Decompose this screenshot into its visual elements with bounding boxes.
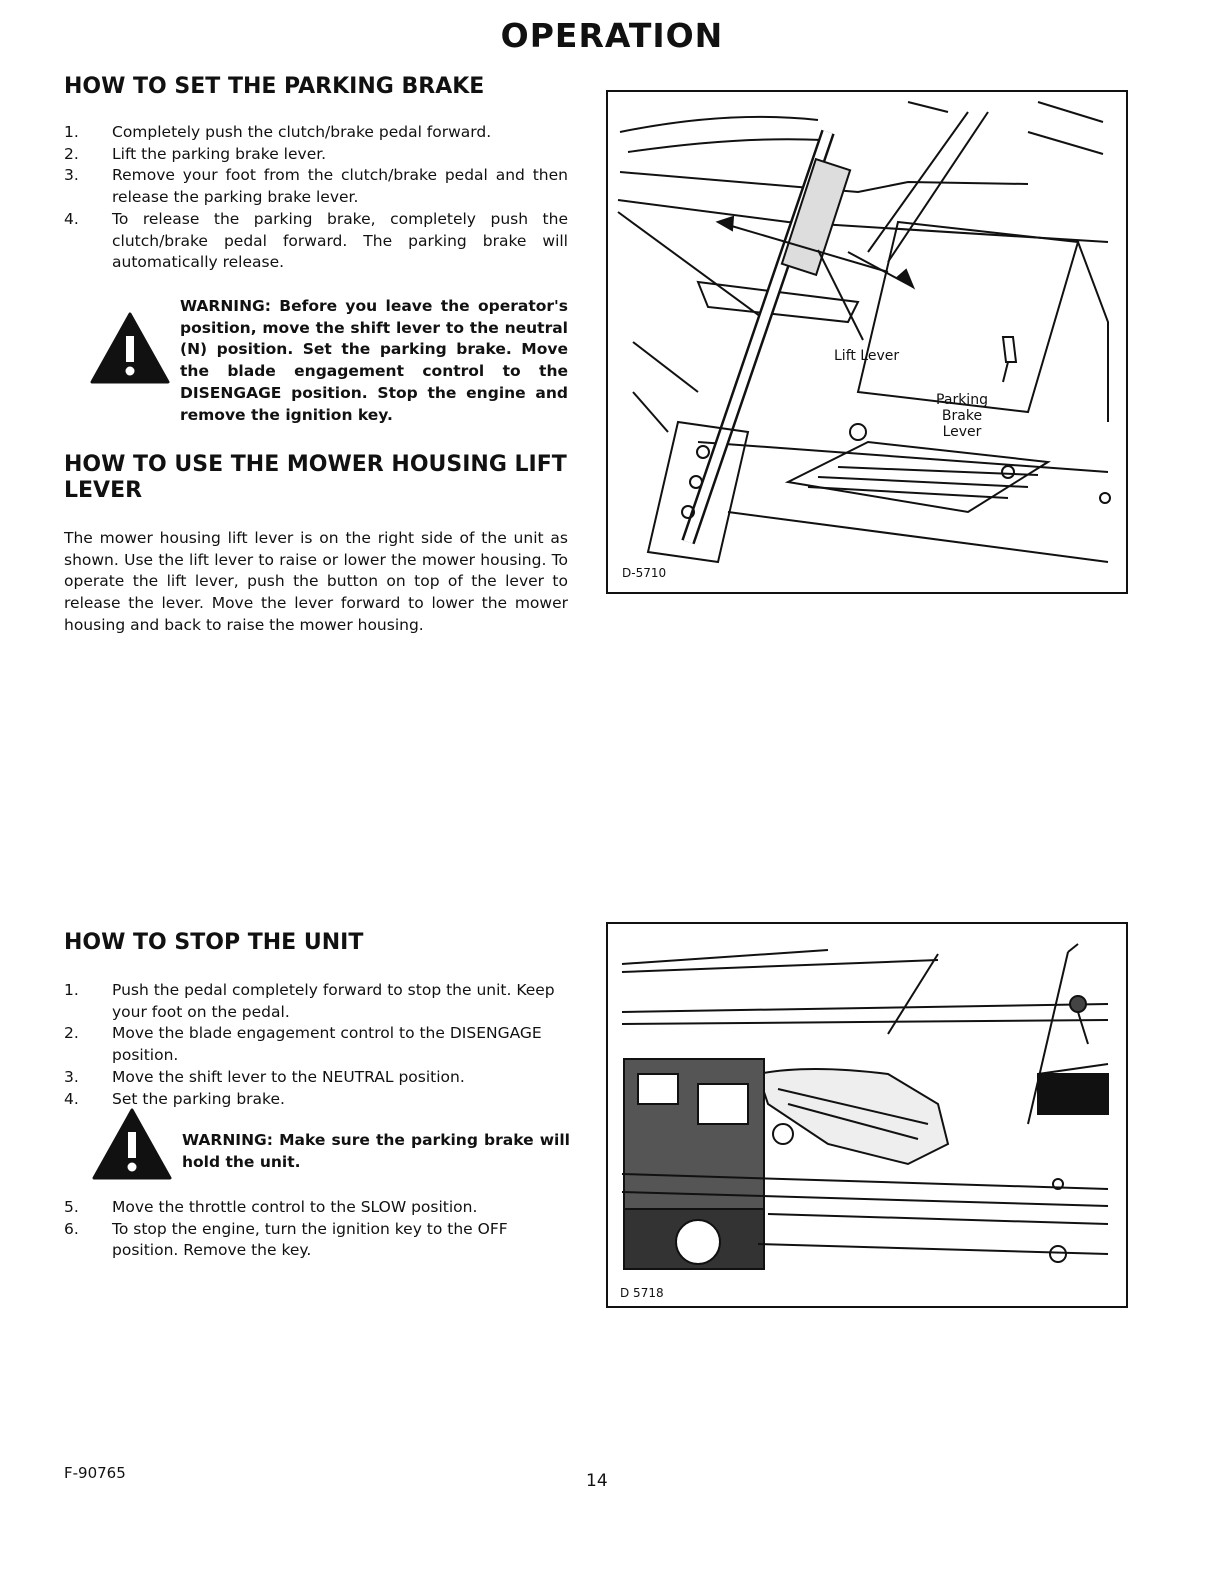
lift-lever-illustration [608,92,1126,592]
page-number: 14 [586,1471,608,1491]
list-item: 1. Push the pedal completely forward to stop the unit. Keep your foot on the pedal. [64,981,555,1021]
stop-unit-steps [64,980,570,1110]
document-id: F-90765 [64,1464,126,1482]
list-item: 3. Remove your foot from the clutch/brake pedal and then release the parking brake lever. [64,166,568,207]
figure-stop-unit [606,922,1128,1308]
lift-lever-heading: HOW TO USE THE MOWER HOUSING LIFT LEVER [64,452,567,503]
warning-triangle-icon [92,1108,172,1180]
warning-triangle-icon [90,312,170,384]
list-item: 1. Completely push the clutch/brake pedal forward. [64,123,492,141]
list-item: 2. Move the blade engagement control to the DISENGAGE position. [64,1024,542,1065]
figure-id: D-5710 [622,566,667,580]
list-item: 5. Move the throttle control to the SLOW position. [64,1198,478,1216]
figure-lift-lever [606,90,1128,594]
callout-lift-lever: Lift Lever [834,348,900,364]
list-item: 2. Lift the parking brake lever. [64,144,327,163]
parking-brake-warning: WARNING: Before you leave the operator's position, move the shift lever to the neutral (N) position. Set the parking brake. Move the blade engagement control to the DISENGAGE position. Stop the engine and remove the ignition key. [180,297,568,424]
list-item: 6. To stop the engine, turn the ignition key to the OFF position. Remove the key. [64,1219,508,1260]
list-item: 3. Move the shift lever to the NEUTRAL position. [64,1067,465,1086]
parking-brake-heading: HOW TO SET THE PARKING BRAKE [64,74,485,99]
stop-unit-steps-continued [64,1197,570,1262]
stop-unit-warning: WARNING: Make sure the parking brake will hold the unit. [182,1131,570,1171]
page-title: OPERATION [500,16,724,55]
parking-brake-steps [64,122,568,274]
callout-parking-brake: Parking Brake Lever [936,392,988,440]
stop-unit-heading: HOW TO STOP THE UNIT [64,930,364,955]
lift-lever-paragraph: The mower housing lift lever is on the right side of the unit as shown. Use the lift lever to raise or lower the mower housing. To operate the lift lever, push the button on top of the lever to release the lever. Move the lever forward to lower the mower housing and back to raise the mower housing. [64,529,568,634]
list-item: 4. Set the parking brake. [64,1089,285,1108]
figure-id: D 5718 [620,1286,664,1300]
list-item: 4. To release the parking brake, completely push the clutch/brake pedal forward. The parking brake will automatically release. [64,209,568,272]
foot-pedal-illustration [608,924,1126,1306]
